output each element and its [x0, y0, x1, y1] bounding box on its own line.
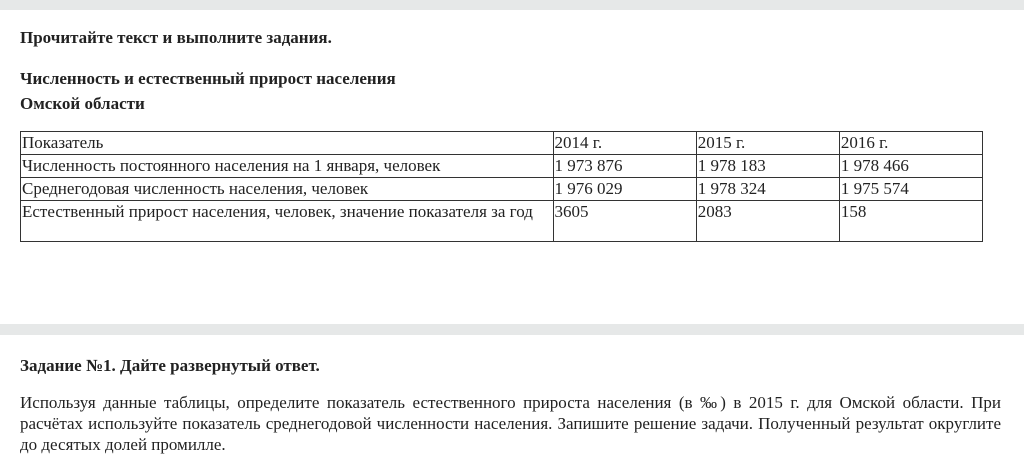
- table-row: [21, 155, 983, 178]
- table-cell: Среднегодовая численность населения, человек: [21, 178, 554, 201]
- table-cell: 1 976 029: [553, 178, 696, 201]
- table-cell: 1 978 183: [696, 155, 839, 178]
- table-row: [21, 201, 983, 242]
- table-cell: Численность постоянного населения на 1 января, человек: [21, 155, 554, 178]
- instruction-heading: Прочитайте текст и выполните задания.: [20, 28, 332, 47]
- section-divider: [0, 324, 1024, 335]
- task-panel: [0, 335, 1024, 455]
- header-cell-indicator: Показатель: [21, 132, 554, 155]
- table-cell: 1 975 574: [839, 178, 982, 201]
- table-cell: 1 978 466: [839, 155, 982, 178]
- table-row: [21, 178, 983, 201]
- population-table: [20, 131, 983, 242]
- header-cell-2015: 2015 г.: [696, 132, 839, 155]
- text-panel: [0, 10, 1024, 284]
- header-cell-2016: 2016 г.: [839, 132, 982, 155]
- table-header-row: [21, 132, 983, 155]
- table-cell: 1 978 324: [696, 178, 839, 201]
- table-cell: 3605: [553, 201, 696, 242]
- text-title-line-1: Численность и естественный прирост населения: [20, 69, 396, 88]
- text-title-line-2: Омской области: [20, 94, 145, 113]
- table-cell: Естественный прирост населения, человек, значение показателя за год: [21, 201, 554, 242]
- table-cell: 2083: [696, 201, 839, 242]
- task-title: Задание №1. Дайте развернутый ответ.: [20, 356, 320, 375]
- header-cell-2014: 2014 г.: [553, 132, 696, 155]
- task-text: Используя данные таблицы, определите показатель естественного прироста населения (в ‰) в 2015 г. для Омской области. При расчётах используйте показатель среднегодовой численности населения. Запишите решение задачи. Полученный результат округлите до десятых долей промилле.: [20, 393, 1001, 454]
- table-cell: 158: [839, 201, 982, 242]
- top-divider: [0, 0, 1024, 10]
- table-cell: 1 973 876: [553, 155, 696, 178]
